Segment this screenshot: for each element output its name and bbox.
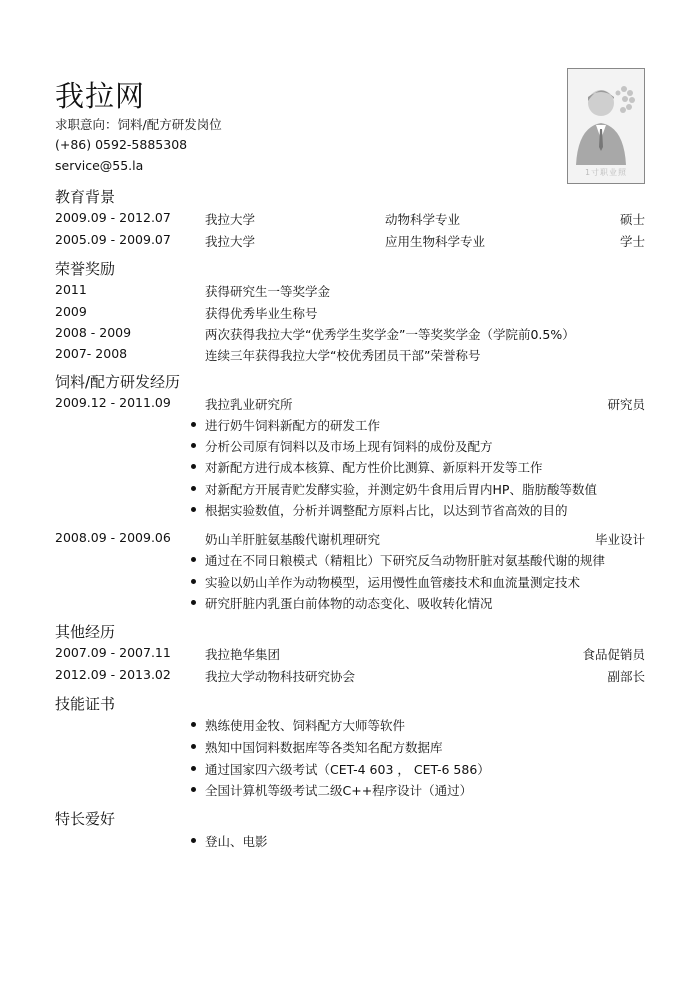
education-date: 2009.09 - 2012.07 <box>55 210 171 225</box>
list-item: 对新配方进行成本核算、配方性价比测算、新原料开发等工作 <box>205 458 543 476</box>
phone: (+86) 0592-5885308 <box>55 137 188 152</box>
other-role: 食品促销员 <box>582 647 645 662</box>
job-intent: 求职意向：饲料/配方研发岗位 <box>55 117 222 132</box>
education-date: 2005.09 - 2009.07 <box>55 232 171 247</box>
other-org: 我拉艳华集团 <box>205 647 281 662</box>
other-role: 副部长 <box>607 669 645 684</box>
list-item: 对新配方开展青贮发酵实验，并测定奶牛食用后胃内HP、脂肪酸等数值 <box>205 480 597 498</box>
list-item: 根据实验数值，分析并调整配方原料占比，以达到节省高效的目的 <box>205 501 568 519</box>
list-item: 通过在不同日粮模式（精粗比）下研究反刍动物肝脏对氨基酸代谢的规律 <box>205 551 605 569</box>
education-major: 动物科学专业 <box>385 212 461 227</box>
honor-date: 2008 - 2009 <box>55 325 132 340</box>
list-item: 研究肝脏内乳蛋白前体物的动态变化、吸收转化情况 <box>205 594 493 612</box>
bullet-icon <box>191 787 196 792</box>
honor-text: 获得研究生一等奖学金 <box>205 284 331 299</box>
bullet-icon <box>191 557 196 562</box>
honor-text: 两次获得我拉大学“优秀学生奖学金”一等奖奖学金（学院前0.5%） <box>205 327 575 342</box>
section-title-hobbies: 特长爱好 <box>55 810 116 828</box>
work-date: 2008.09 - 2009.06 <box>55 530 171 545</box>
bullet-icon <box>191 464 196 469</box>
list-item: 登山、电影 <box>205 832 268 850</box>
other-org: 我拉大学动物科技研究协会 <box>205 669 356 684</box>
bullet-icon <box>191 744 196 749</box>
list-item: 进行奶牛饲料新配方的研发工作 <box>205 416 380 434</box>
honor-text: 获得优秀毕业生称号 <box>205 306 318 321</box>
work-org: 奶山羊肝脏氨基酸代谢机理研究 <box>205 532 381 547</box>
honor-date: 2011 <box>55 282 87 297</box>
list-item: 熟练使用金牧、饲料配方大师等软件 <box>205 716 405 734</box>
bullet-icon <box>191 766 196 771</box>
list-item: 实验以奶山羊作为动物模型，运用慢性血管瘘技术和血流量测定技术 <box>205 573 580 591</box>
photo-caption: 1寸职业照 <box>584 168 628 177</box>
candidate-name: 我拉网 <box>55 79 146 113</box>
bullet-icon <box>191 486 196 491</box>
education-school: 我拉大学 <box>205 234 256 249</box>
bullet-icon <box>191 507 196 512</box>
bullet-icon <box>191 600 196 605</box>
honor-date: 2007- 2008 <box>55 346 128 361</box>
section-title-skills: 技能证书 <box>55 695 116 713</box>
bullet-icon <box>191 838 196 843</box>
list-item: 分析公司原有饲料以及市场上现有饲料的成份及配方 <box>205 437 493 455</box>
education-degree: 学士 <box>619 234 645 249</box>
other-date: 2012.09 - 2013.02 <box>55 667 171 682</box>
bullet-icon <box>191 422 196 427</box>
person-silhouette-icon <box>568 69 644 183</box>
bullet-icon <box>191 579 196 584</box>
work-role: 毕业设计 <box>594 532 645 547</box>
education-major: 应用生物科学专业 <box>385 234 486 249</box>
work-role: 研究员 <box>607 397 645 412</box>
section-title-work: 饲料/配方研发经历 <box>55 373 181 391</box>
list-item: 熟知中国饲料数据库等各类知名配方数据库 <box>205 738 443 756</box>
list-item: 通过国家四六级考试（CET-4 603 ， CET-6 586） <box>205 760 490 778</box>
honor-date: 2009 <box>55 304 87 319</box>
work-date: 2009.12 - 2011.09 <box>55 395 171 410</box>
bullet-icon <box>191 443 196 448</box>
education-school: 我拉大学 <box>205 212 256 227</box>
section-title-other: 其他经历 <box>55 623 116 641</box>
honor-text: 连续三年获得我拉大学“校优秀团员干部”荣誉称号 <box>205 348 481 363</box>
other-date: 2007.09 - 2007.11 <box>55 645 171 660</box>
bullet-icon <box>191 722 196 727</box>
section-title-honors: 荣誉奖励 <box>55 260 116 278</box>
profile-photo-placeholder <box>567 68 645 184</box>
list-item: 全国计算机等级考试二级C++程序设计（通过） <box>205 781 472 799</box>
education-degree: 硕士 <box>619 212 645 227</box>
work-org: 我拉乳业研究所 <box>205 397 293 412</box>
email: service@55.la <box>55 158 144 173</box>
section-title-education: 教育背景 <box>55 188 116 206</box>
